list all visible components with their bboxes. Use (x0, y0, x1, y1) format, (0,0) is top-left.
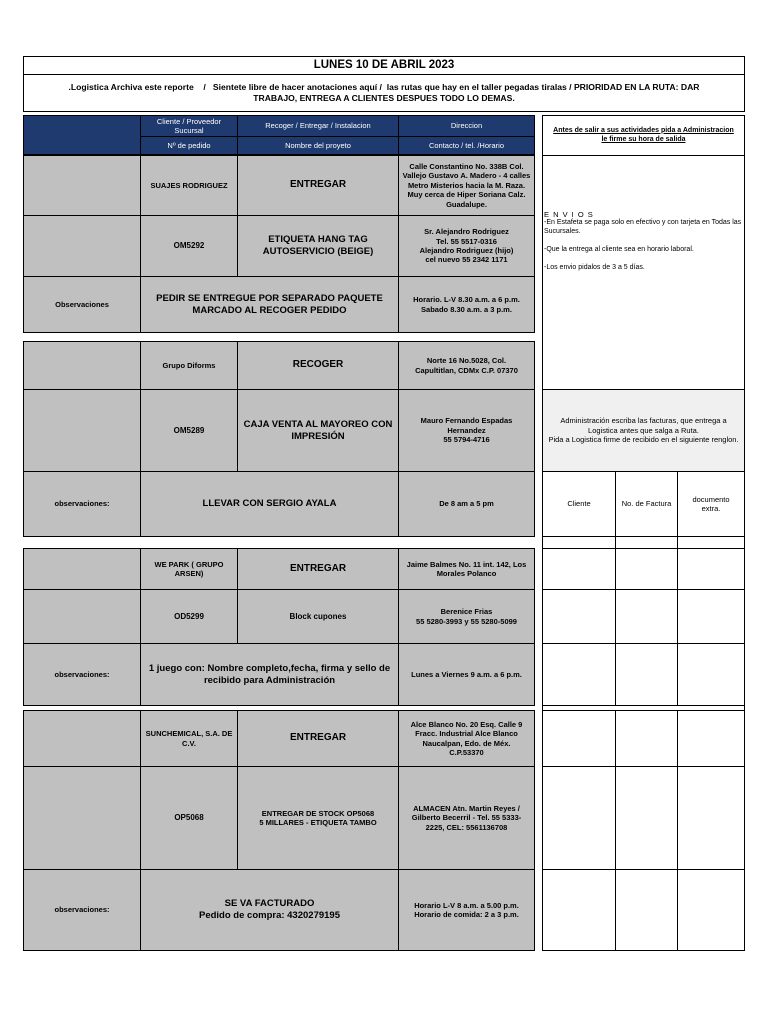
address: Calle Constantino No. 338B Col. Vallejo Gustavo A. Madero - 4 calles Metro Misterios hacia la M. Raza. Muy cerca de Hiper Soriana Calz. Guadalupe. (398, 155, 535, 216)
observations-label: observaciones: (23, 869, 141, 951)
invoice-cell[interactable] (677, 589, 745, 644)
action-label: ENTREGAR (237, 155, 399, 216)
address: Alce Blanco No. 20 Esq. Calle 9 Fracc. Industrial Alce Blanco Naucalpan, Edo. de Méx. C.P.53370 (398, 710, 535, 767)
invoice-cell[interactable] (615, 548, 678, 590)
envios-item-1: -En Estafeta se paga solo en efectivo y con tarjeta en Todas las Sucursales. (544, 219, 742, 236)
schedule: Horario. L-V 8.30 a.m. a 6 p.m. Sabado 8.30 a.m. a 3 p.m. (398, 276, 535, 333)
project-name: ETIQUETA HANG TAG AUTOSERVICIO (BEIGE) (237, 215, 399, 277)
observations-label: observaciones: (23, 643, 141, 706)
schedule: De 8 am a 5 pm (398, 471, 535, 537)
action-label: ENTREGAR (237, 548, 399, 590)
contact-info: Sr. Alejandro Rodriguez Tel. 55 5517-0316 Alejandro Rodriguez (hijo) cel nuevo 55 2342 1171 (398, 215, 535, 277)
block-spacer (23, 215, 141, 277)
notice-box (23, 74, 745, 112)
order-number: OP5068 (140, 766, 238, 870)
header-address: Direccion (398, 115, 535, 137)
invoice-cell[interactable] (677, 643, 745, 706)
page-title (23, 56, 745, 75)
header-order: Nº de pedido (140, 136, 238, 155)
envios-title: E N V I O S (544, 210, 594, 219)
block-spacer (23, 589, 141, 644)
action-label: RECOGER (237, 341, 399, 390)
departure-note-text: Antes de salir a sus actividades pida a Administracion le firme su hora de salida (553, 126, 734, 143)
invoice-cell[interactable] (615, 766, 678, 870)
address: Norte 16 No.5028, Col. Capultitlan, CDMx C.P. 07370 (398, 341, 535, 390)
observations-text: LLEVAR CON SERGIO AYALA (140, 471, 399, 537)
client-name: WE PARK ( GRUPO ARSEN) (140, 548, 238, 590)
col-header-doc: documento extra. (677, 471, 745, 537)
schedule: Horario L-V 8 a.m. a 5.00 p.m. Horario de comida: 2 a 3 p.m. (398, 869, 535, 951)
invoice-cell[interactable] (542, 869, 616, 951)
envios-item-2: -Que la entrega al cliente sea en horario laboral. (544, 245, 694, 253)
client-name: Grupo Diforms (140, 341, 238, 390)
header-project: Nombre del proyeto (237, 136, 399, 155)
block-spacer (23, 710, 141, 767)
invoice-cell[interactable] (542, 766, 616, 870)
header-blank (23, 115, 141, 155)
invoice-cell[interactable] (677, 869, 745, 951)
header-action: Recoger / Entregar / Instalacion (237, 115, 399, 137)
admin-note: Administración escriba las facturas, que entrega a Logistica antes que salga a Ruta. Pida a Logistica firme de recibido en el siguiente renglon. (542, 389, 745, 472)
invoice-cell[interactable] (677, 766, 745, 870)
envios-item-3: -Los envio pidalos de 3 a 5 días. (544, 263, 645, 271)
invoice-cell[interactable] (615, 643, 678, 706)
invoice-cell[interactable] (677, 548, 745, 590)
contact-info: Mauro Fernando Espadas Hernandez 55 5794-4716 (398, 389, 535, 472)
invoice-cell[interactable] (542, 643, 616, 706)
col-header-client: Cliente (542, 471, 616, 537)
invoice-cell[interactable] (677, 710, 745, 767)
invoice-cell[interactable] (615, 710, 678, 767)
observations-text: SE VA FACTURADO Pedido de compra: 4320279195 (140, 869, 399, 951)
order-number: OM5289 (140, 389, 238, 472)
page-title-text: LUNES 10 DE ABRIL 2023 (313, 59, 455, 72)
col-header-invoice: No. de Factura (615, 471, 678, 537)
project-name: ENTREGAR DE STOCK OP5068 5 MILLARES - ETIQUETA TAMBO (237, 766, 399, 870)
header-client: Cliente / Proveedor Sucursal (140, 115, 238, 137)
observations-text: 1 juego con: Nombre completo,fecha, firma y sello de recibido para Administración (140, 643, 399, 706)
client-name: SUAJES RODRIGUEZ (140, 155, 238, 216)
block-spacer (23, 341, 141, 390)
block-spacer (23, 766, 141, 870)
client-name: SUNCHEMICAL, S.A. DE C.V. (140, 710, 238, 767)
block-spacer (23, 389, 141, 472)
invoice-cell[interactable] (615, 589, 678, 644)
header-contact: Contacto / tel. /Horario (398, 136, 535, 155)
envios-section (544, 210, 743, 272)
invoice-cell[interactable] (542, 589, 616, 644)
notice-line-2: TRABAJO, ENTREGA A CLIENTES DESPUES TODO LO DEMAS. (253, 93, 515, 103)
departure-note (542, 115, 745, 156)
invoice-cell[interactable] (542, 710, 616, 767)
observations-label: Observaciones (23, 276, 141, 333)
action-label: ENTREGAR (237, 710, 399, 767)
order-number: OM5292 (140, 215, 238, 277)
block-spacer (23, 548, 141, 590)
project-name: CAJA VENTA AL MAYOREO CON IMPRESIÓN (237, 389, 399, 472)
schedule: Lunes a Viernes 9 a.m. a 6 p.m. (398, 643, 535, 706)
notice-line-1: .Logistica Archiva este reporte / Sientete libre de hacer anotaciones aquí / las rutas que hay en el taller pegadas tiralas / PRIORIDAD EN LA RUTA: DAR (68, 82, 700, 93)
observations-label: observaciones: (23, 471, 141, 537)
contact-info: Berenice Frias 55 5280-3993 y 55 5280-5099 (398, 589, 535, 644)
invoice-cell[interactable] (615, 869, 678, 951)
contact-info: ALMACEN Atn. Martin Reyes / Gilberto Becerril - Tel. 55 5333- 2225, CEL: 5561136708 (398, 766, 535, 870)
block-spacer (23, 155, 141, 216)
invoice-cell[interactable] (542, 548, 616, 590)
order-number: OD5299 (140, 589, 238, 644)
address: Jaime Balmes No. 11 int. 142, Los Morales Polanco (398, 548, 535, 590)
observations-text: PEDIR SE ENTREGUE POR SEPARADO PAQUETE MARCADO AL RECOGER PEDIDO (140, 276, 399, 333)
project-name: Block cupones (237, 589, 399, 644)
